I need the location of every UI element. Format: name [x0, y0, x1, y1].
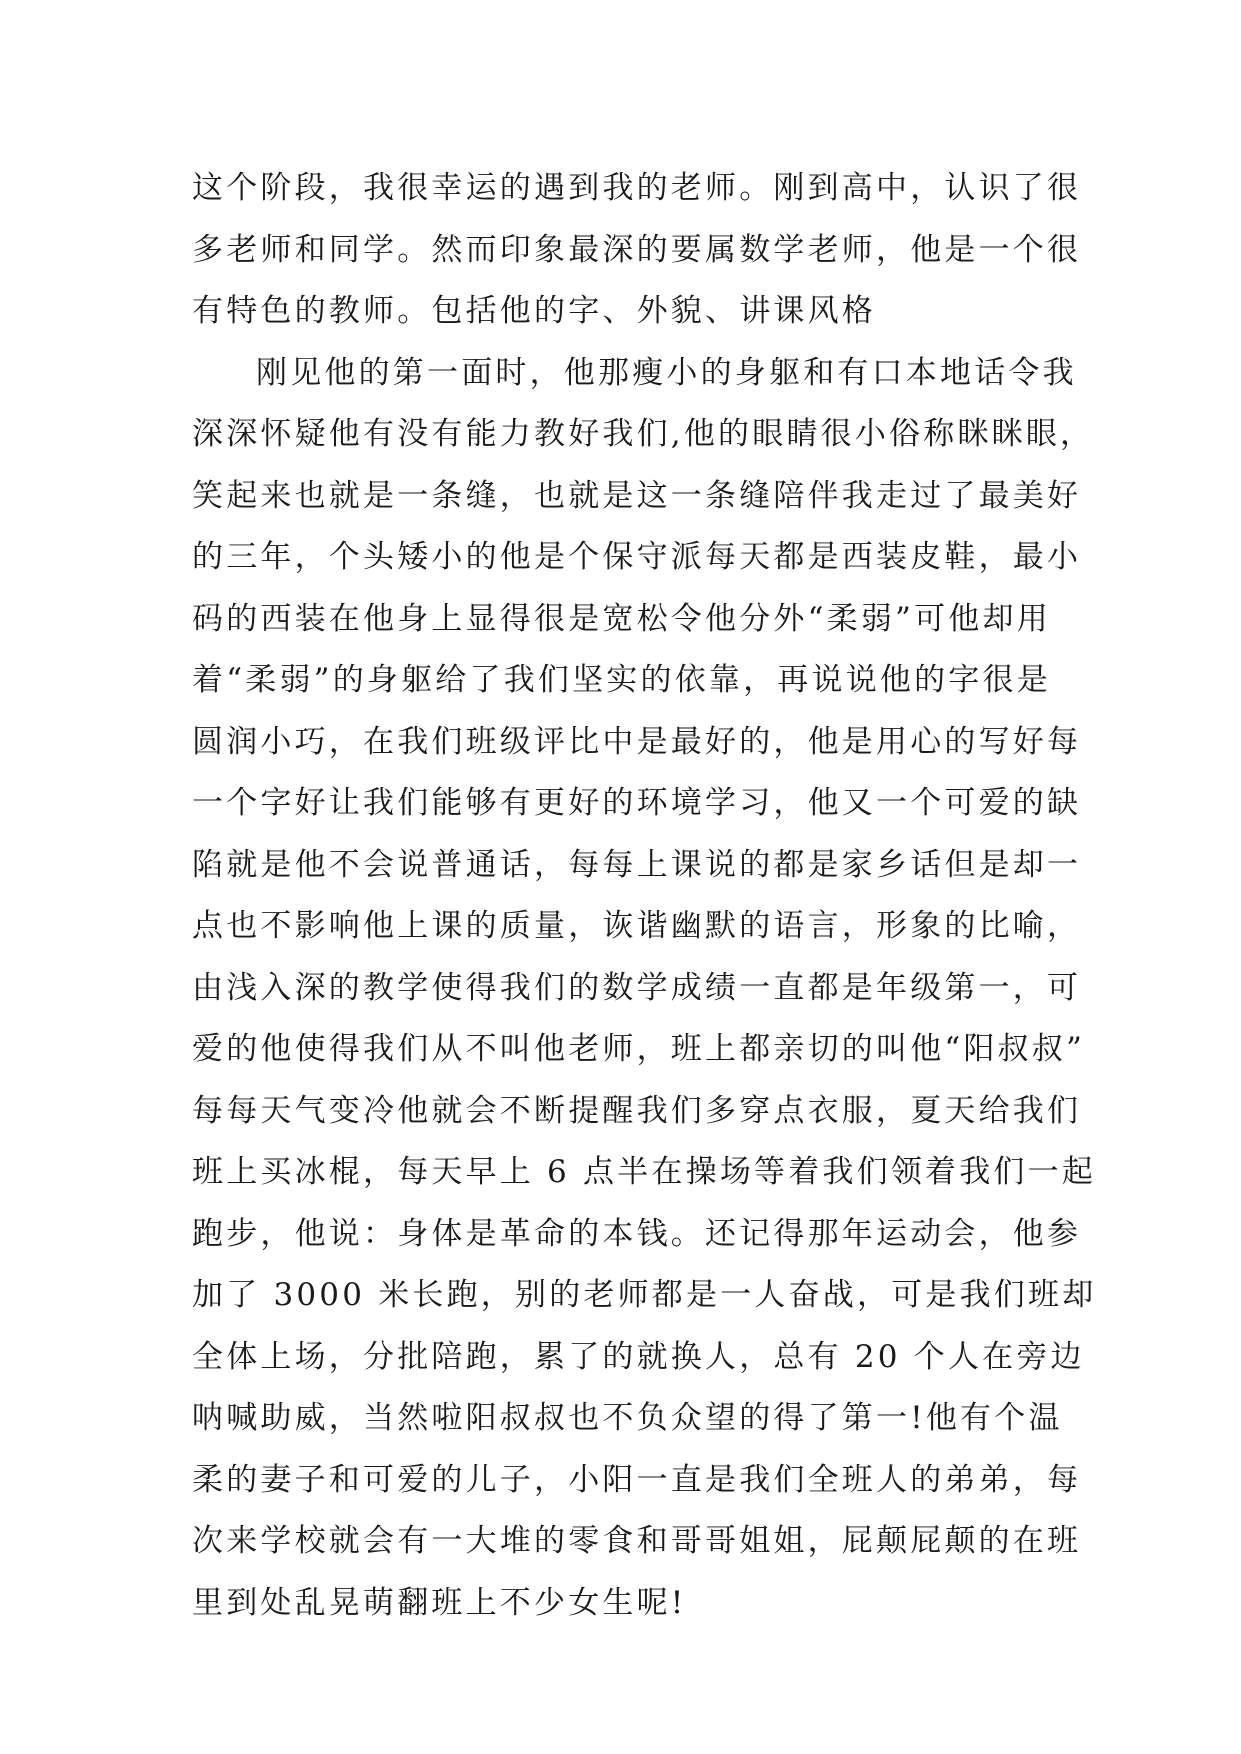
text-line: 陷就是他不会说普通话，每每上课说的都是家乡话但是却一	[192, 846, 1082, 883]
text-line: 柔的妻子和可爱的儿子，小阳一直是我们全班人的弟弟，每	[192, 1461, 1082, 1498]
text-line: 点也不影响他上课的质量，诙谐幽默的语言，形象的比喻，	[192, 908, 1082, 944]
text-line: 次来学校就会有一大堆的零食和哥哥姐姐，屁颠屁颠的在班	[192, 1523, 1082, 1559]
text-line: 的三年，个头矮小的他是个保守派每天都是西装皮鞋，最小	[192, 539, 1082, 575]
text-line: 里到处乱晃萌翻班上不少女生呢!	[192, 1584, 687, 1621]
text-line: 加了 3000 米长跑，别的老师都是一人奋战，可是我们班却	[192, 1277, 1097, 1313]
text-line: 圆润小巧，在我们班级评比中是最好的，他是用心的写好每	[192, 723, 1082, 760]
text-line: 每每天气变冷他就会不断提醒我们多穿点衣服，夏天给我们	[192, 1092, 1082, 1129]
text-line: 码的西装在他身上显得很是宽松令他分外“柔弱”可他却用	[192, 600, 1051, 637]
text-line: 深深怀疑他有没有能力教好我们,他的眼睛很小俗称眯眯眼，	[192, 416, 1095, 452]
paragraph-start-line: 刚见他的第一面时，他那瘦小的身躯和有口本地话令我	[256, 354, 1077, 391]
text-line: 呐喊助威，当然啦阳叔叔也不负众望的得了第一!他有个温	[192, 1400, 1063, 1436]
text-line: 由浅入深的教学使得我们的数学成绩一直都是年级第一，可	[192, 969, 1082, 1006]
text-line: 这个阶段，我很幸运的遇到我的老师。刚到高中，认识了很	[192, 170, 1082, 206]
body-text	[192, 158, 1097, 1634]
text-line: 笑起来也就是一条缝，也就是这一条缝陪伴我走过了最美好	[192, 477, 1082, 514]
text-line: 有特色的教师。包括他的字、外貌、讲课风格	[192, 293, 876, 329]
text-line: 全体上场，分批陪跑，累了的就换人，总有 20 个人在旁边	[192, 1338, 1085, 1375]
text-line: 着“柔弱”的身躯给了我们坚实的依靠，再说说他的字很是	[192, 662, 1051, 698]
text-line: 爱的他使得我们从不叫他老师，班上都亲切的叫他“阳叔叔”	[192, 1031, 1086, 1067]
text-line: 班上买冰棍，每天早上 6 点半在操场等着我们领着我们一起	[192, 1154, 1097, 1190]
text-line: 一个字好让我们能够有更好的环境学习，他又一个可爱的缺	[192, 785, 1082, 821]
text-line: 跑步，他说：身体是革命的本钱。还记得那年运动会，他参	[192, 1215, 1082, 1252]
text-line: 多老师和同学。然而印象最深的要属数学老师，他是一个很	[192, 231, 1082, 268]
